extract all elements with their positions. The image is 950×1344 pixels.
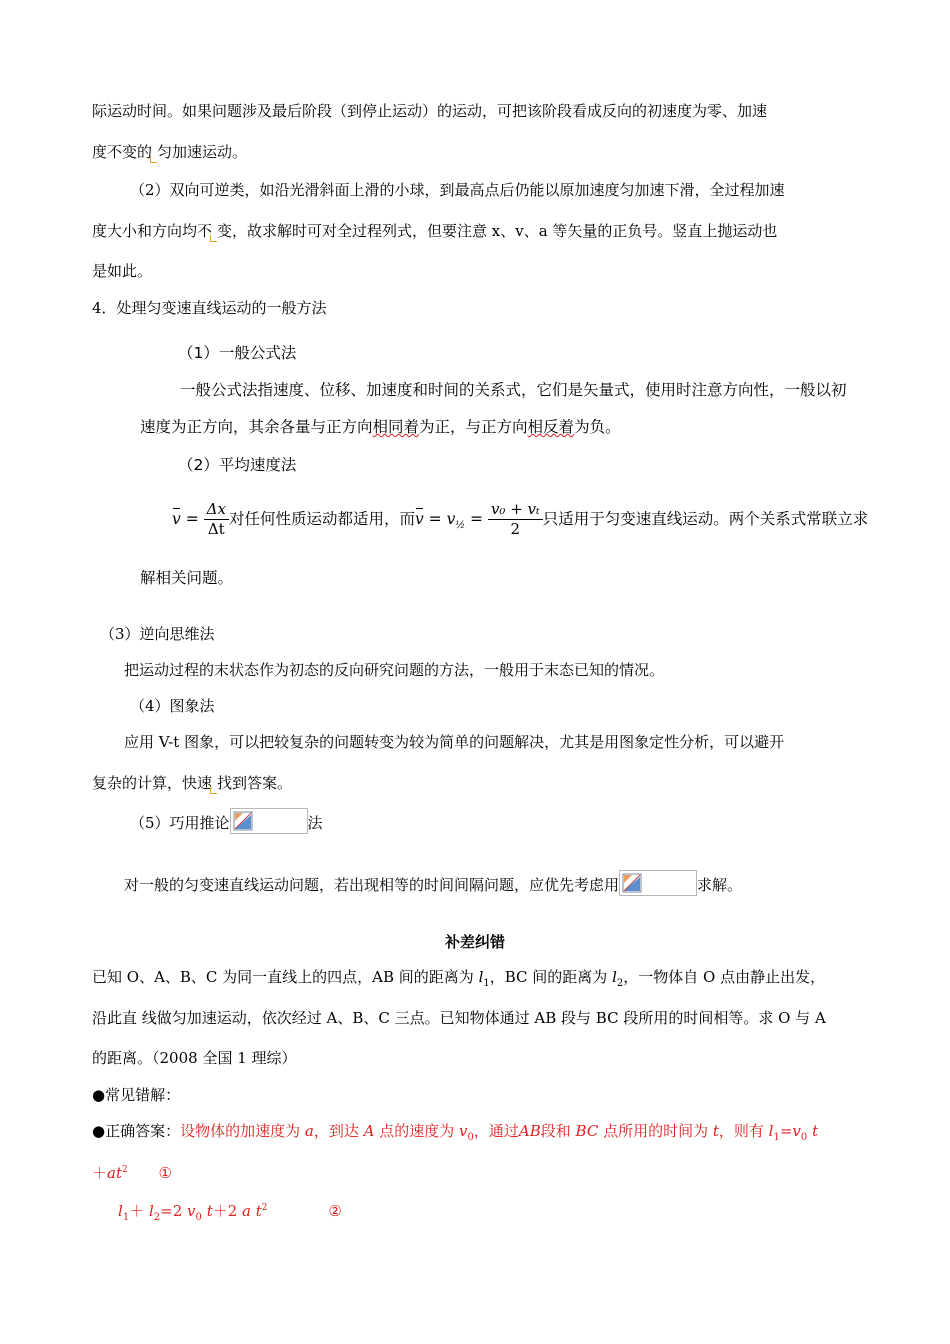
formula-v0vt: v₀ + vₜ — [488, 500, 543, 520]
var-l2: l — [612, 968, 617, 986]
equation-2-body: $l_1+ l_2=2$ $v_0$ t＋2 a $t^2$ — [118, 1202, 268, 1223]
text-line-1: 际运动时间。如果问题涉及最后阶段（到停止运动）的运动，可把该阶段看成反向的初速度为零、加速 — [92, 102, 768, 120]
subheading-average-velocity: （2）平均速度法 — [178, 456, 297, 474]
problem-line-3: 的距离。（2008 全国 1 理综） — [92, 1049, 297, 1067]
text-line-19a: 对一般的匀变速直线运动问题，若出现相等的时间间隔问题，应优先考虑用 — [124, 876, 620, 894]
answer-line-1 — [92, 1121, 818, 1148]
answer-text: 设物体的加速度为 a，到达 A 点的速度为 $v_0$，通过AB段和 BC 点所用的时间为 t，则有 $l_1=v_0$ t — [180, 1122, 819, 1143]
text-line-18a: （5）巧用推论 — [130, 814, 230, 832]
text-line-4a: 度大小和方向均不 — [92, 222, 213, 240]
text-line-17b: 找到答案。 — [217, 774, 293, 792]
formula-two: 2 — [510, 520, 521, 538]
text-line-19 — [124, 870, 742, 900]
formula-vt: v — [446, 510, 456, 528]
text-line-5: 是如此。 — [92, 262, 153, 280]
text-line-3: （2）双向可逆类，如沿光滑斜面上滑的小球，到最高点后仍能以原加速度匀加速下滑，全过程加速 — [130, 181, 785, 199]
subheading-graph-method: （4）图象法 — [130, 697, 215, 715]
text-line-17a: 复杂的计算，快速 — [92, 774, 213, 792]
text-line-12: 解相关问题。 — [140, 569, 234, 587]
problem-line-1b: ，BC 间的距离为 — [489, 968, 613, 986]
text-line-9c: 为正，与正方向 — [419, 418, 528, 436]
formula-fraction-dx-dt — [204, 500, 229, 539]
text-line-11-part2: 只适用于匀变速直线运动。两个关系式常联立求 — [542, 510, 869, 528]
text-line-9e: 为负。 — [574, 418, 621, 436]
common-errors-label: ●常见错解： — [92, 1086, 181, 1104]
var-l1-sub: 1 — [483, 978, 490, 989]
text-line-18b: 法 — [307, 814, 323, 832]
broken-image-icon — [230, 808, 308, 834]
equation-1 — [92, 1160, 172, 1183]
formula-dt: Δt — [207, 520, 225, 538]
text-line-2b: 匀加速运动。 — [157, 143, 248, 161]
heading-corrections: 补差纠错 — [444, 933, 505, 951]
text-line-19b: 求解。 — [697, 876, 743, 894]
answer-text-b: ，到达 — [313, 1122, 364, 1140]
problem-line-1 — [92, 967, 825, 994]
text-line-16: 应用 V-t 图象，可以把较复杂的问题转变为较为简单的问题解决，尤其是用图象定性分析，可以避开 — [124, 733, 785, 751]
text-line-9d: 相反着 — [527, 418, 575, 436]
problem-line-1c: ，一物体自 O 点由静止出发， — [623, 968, 826, 986]
formula-dx: Δx — [204, 500, 229, 520]
formula-v-bar-2: v — [414, 510, 424, 528]
text-line-2 — [92, 142, 247, 163]
formula-v-half — [446, 510, 466, 532]
broken-image-icon — [619, 870, 697, 896]
equation-2 — [118, 1198, 342, 1228]
section-title-methods: 4．处理匀变速直线运动的一般方法 — [92, 299, 327, 317]
formula-equals: = — [185, 510, 199, 528]
answer-text-c: 点的速度为 — [374, 1122, 459, 1140]
edit-mark-icon — [210, 235, 217, 242]
text-line-4b: 变，故求解时可对全过程列式，但要注意 x、v、a 等矢量的正负号。竖直上抛运动也 — [217, 222, 778, 240]
text-line-2a: 度不变的 — [92, 143, 153, 161]
text-line-4 — [92, 221, 777, 242]
formula-half: ½ — [455, 520, 466, 532]
equation-2-number: ② — [328, 1202, 342, 1220]
answer-label: ●正确答案： — [92, 1122, 181, 1140]
formula-equals-2: = — [428, 510, 442, 528]
answer-text-d: ，通过 — [473, 1122, 519, 1140]
formula-equals-3: = — [470, 510, 483, 528]
text-line-17 — [92, 773, 292, 794]
formula-v-bar: v — [172, 510, 181, 528]
problem-line-2: 沿此直 线做匀加速运动，依次经过 A、B、C 三点。已知物体通过 AB 段与 BC 段所用的时间相等。求 O 与 A — [92, 1009, 826, 1027]
formula-fraction-v0-vt — [488, 500, 543, 539]
problem-line-1a: 已知 O、A、B、C 为同一直线上的四点，AB 间的距离为 — [92, 968, 479, 986]
answer-text-e: 段和 — [540, 1122, 576, 1140]
text-line-9b: 相同着 — [372, 418, 420, 436]
formula-line — [172, 497, 868, 541]
var-l2-sub: 2 — [616, 978, 624, 989]
edit-mark-icon — [150, 156, 157, 163]
subheading-reverse-thinking: （3）逆向思维法 — [100, 625, 215, 643]
text-line-8: 一般公式法指速度、位移、加速度和时间的关系式，它们是矢量式，使用时注意方向性，一般以初 — [180, 381, 847, 399]
subheading-general-formula: （1）一般公式法 — [178, 344, 297, 362]
edit-mark-icon — [210, 787, 217, 794]
equation-1-number: ① — [158, 1164, 172, 1182]
text-line-18 — [130, 808, 323, 838]
answer-text-g: ，则有 — [718, 1122, 769, 1140]
text-line-11-part1: 对任何性质运动都适用，而 — [228, 510, 415, 528]
text-line-9 — [140, 417, 621, 437]
text-line-9a: 速度为正方向，其余各量与正方向 — [140, 418, 373, 436]
equation-1-tail: $+at^2$ — [92, 1164, 128, 1182]
answer-text-a: 设物体的加速度为 — [180, 1122, 305, 1140]
answer-text-f: 点所用的时间为 — [598, 1122, 713, 1140]
text-line-14: 把运动过程的末状态作为初态的反向研究问题的方法，一般用于末态已知的情况。 — [124, 661, 665, 679]
var-l1: l — [478, 968, 484, 986]
